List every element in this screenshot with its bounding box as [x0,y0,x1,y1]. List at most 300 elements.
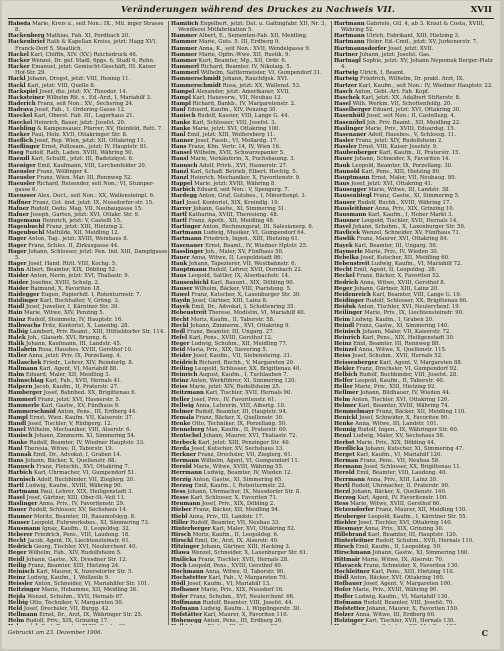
entry-details: Karl, Pens., XIII, Hietzing 80. [361,168,441,175]
entry-surname: Hausmann [334,211,367,218]
entry-details: Karl, Kaufm., VI, Mariahilf 120. [356,451,443,458]
entry-surname: Hemala [171,415,195,421]
entry-surname: Harbich [8,470,33,477]
entry-surname: Harnisch [8,476,36,483]
entry-surname: Hartl [171,211,187,218]
entry-details: Mathias, Fah. XI, Ferdbach 20. [46,33,130,40]
entry-surname: Handl [8,421,27,428]
entry-details: Albert, Beamter, XIX, Döbling 52. [26,267,117,274]
entry-surname: Henneberg [171,427,205,434]
entry-details: Franz, Drechsler, VI, Gumpendorf 92. [356,365,459,372]
entry-details: Karl, Agent, V, Margareten 88. [379,359,463,366]
entry-details: Johann, Kaufmann, III, Landstr. 45. [25,341,122,348]
entry-details: Ludwig, Maler, XV, Sechshaus 58. [353,433,445,440]
entry-surname: Hartwig [334,70,359,77]
entry-details: Emil, Dr., Advokat, I, Graben 14. [33,451,122,458]
entry-details: Karl, Pens., XIX, Heiligenstadt 30. [362,334,455,341]
entry-surname: Hiller [171,519,189,526]
entry-surname: Hartl [171,218,187,224]
entry-surname: Hebenstreit [334,261,370,268]
entry-details: Franz, Gastw., XI, Simmering 5. [373,193,460,200]
entry-surname: Hausenbiegl [334,193,372,200]
entry-details: Leopold, Schlosser, XX, Brigittenau 40. [194,365,302,372]
entry-surname: Hellmann [8,612,38,618]
entry-details: Ernst, VIII, Kaiser Josefstr. 9. [358,144,438,151]
entry-details: Moritz, Beamter, III, Rasumofskyg. 8. [33,513,136,520]
entry-details: Rudolf, Buchbinder, VIII, Josefst. 28. [359,371,459,378]
entry-details: August, Kaufm., I, Tuchlauben 7. [199,371,289,378]
entry-surname: Hampl [171,94,191,101]
column-2 [171,21,331,625]
entry-surname: Heitzmann [171,390,204,397]
entry-details: Anton, Graf, Gutsbes., I, Minoritenpl. 3. [198,193,307,200]
entry-surname: Hasenauer [171,242,204,249]
entry-surname: Halek [8,334,26,341]
entry-surname: Henickl [334,415,358,421]
entry-details: Ulrich, I, Beamt. [359,70,405,77]
entry-details: Anton, Pens., III, Erdberg 44. [57,408,137,415]
entry-details: Wilhelm, Agent, VI, Gumpendorf 11. [200,458,300,465]
entry-details: Anna, K., seit Non.: XVII, Wendelgasse 9. [198,45,311,52]
entry-surname: Harrer [171,205,192,212]
entry-surname: Hager [8,242,27,249]
entry-surname: Haebling [8,125,36,132]
entry-surname: Hofer [334,587,352,594]
entry-surname: Herzl [334,488,351,495]
directory-entry [8,624,168,625]
entry-details: Marie, Priv., XIII, Hietzing 92. [354,384,437,391]
entry-details: Gabriele, Gtl. 4, ab 3. Kraut & Costa, XVIII, Währing 52. [341,21,485,34]
entry-details: Emil, Dr., Arzt, IX, Alserstr. 40. [194,538,279,545]
entry-surname: Hardegg [171,193,197,200]
entry-details: Sophie, jetzt: XV, Johann Nepomuk Berger-Platz 4. [341,57,493,71]
page-title: Veränderungen während des Druckes zu Nachweis VII. [120,5,396,15]
entry-details: Katharina, XVIII, Theresieng. 48. [188,211,279,218]
entry-details: Rudolf, Beamter, VII, Neubau 33. [190,519,281,526]
entry-surname: Hofstätter [171,612,203,618]
entry-surname: Hammerl [171,70,200,77]
entry-details: Wenzel, Schneider, X, Laxenburger Str. 61. [191,550,308,557]
entry-details: Ludwig, Kaufm., VI, Mariahilf 72. [371,261,463,268]
entry-details: Johann, Gastw., XI, Simmering 31. [193,205,287,212]
entry-details: Franz, Bäcker, XII, Meidling 94. [193,507,280,514]
entry-surname: Hampl [171,101,191,108]
entry-details: Franz, Gst. ünd. jetzt: IX, Nussdorfer-str. 15. [32,199,154,206]
entry-details: Johann, Maurer, X, Favoriten 150. [366,605,459,612]
directory-entry [171,624,331,625]
entry-details: Ernst, Dr., Arzt, IX, Währinger Str. 25. [39,612,143,618]
entry-details: Joseph, Garten, jetzt: XVI, Ottakr. Str. 9. [30,211,140,218]
entry-surname [171,624,184,625]
entry-details: Anton, Gastw., XI, Simmering 65. [192,476,283,483]
entry-details: Karl, Schulff., jetzt: III, Radetzkyst. 6. [31,156,134,163]
entry-details: Karl, Oberst. Fab. III., Lagerhaus 21. [34,113,135,120]
entry-surname: Hartnagl [334,57,361,64]
entry-surname: Hanner [171,137,194,144]
entry-details: Karl, Gastw., XV, Fünfhaus 9. [41,402,120,409]
entry-details: Franz, Kutscher, X, Laxenburger Str. 30. [191,291,301,298]
entry-details: Ludwig, Kaufm., I, Wipplingerstr. 30. [200,605,301,612]
entry-surname: Hennig [334,427,356,434]
entry-surname: Heinz [334,341,352,348]
entry-surname: Hammer [171,51,198,58]
entry-details: Karl, Chiffin, XIV. (XV.) Reichsdruck 46. [30,51,138,58]
entry-details: Rudolf, Rath, Laden. XVIII, Währing 50. [25,150,134,157]
entry-details: Georg, Tischler, XVI, Neulerchenf. 40. [33,544,138,551]
entry-surname: Hammer [171,57,198,64]
entry-surname: Hochmann [171,568,204,575]
entry-surname: Helm [334,396,351,403]
entry-details: Jacob, Kaufm., II, Praterstr. 27. [34,384,119,391]
entry-surname: Hofmann [171,605,199,612]
entry-details: Wilhelm, Mechaniker, VIII, Alserstr. 6. [27,427,132,434]
entry-surname: Hecht [8,538,27,545]
entry-details: Johann, Uhrmacher, IX, Nussdorfer Str. 8. [187,488,301,495]
entry-surname: Herbeck [171,439,197,446]
entry-details: Franz, Drechsler, VII, Zieglerg. 61. [197,451,293,458]
page-footer [8,628,494,642]
entry-surname: Hausegger [334,187,367,194]
entry-surname: Haeg [8,150,24,157]
entry-surname: Hauser [171,285,193,292]
entry-details: Emil, Dr., Advokat, I, Schottenring 35. [191,304,296,311]
entry-details: Josef, Kutscher, XII, Meidling 60. [360,254,450,261]
entry-surname: Hieber [171,507,192,514]
directory-entry [8,21,168,33]
entry-surname: Hagenbuchl [8,230,45,237]
entry-details: Ernst, Pollosam., jetzt: IV, Hauptstr. 81. [41,144,149,151]
entry-details: Anna, Witwe, II, Taborstr. 90. [205,568,285,575]
entry-surname: Hitzinger [171,544,200,551]
entry-surname: Haus [171,273,187,280]
entry-details: Leopold, Sattler, IX, Alserbachstr. 14. [188,273,290,280]
entry-surname: Hauer [8,507,27,514]
entry-surname: Haidinger [8,298,39,305]
entry-surname: Hirsch [171,531,192,538]
entry-details: Ernst, Wien. Kaufm. VII, Kaiserstr. 37. [29,415,134,421]
entry-details: Emanuel, jetzt: Gemischt-Geschäft, III. Kaiser Hof-Str. 29. [15,64,156,77]
entry-details: Raimund, X, Favoriten 18. [30,285,102,292]
entry-details: Johann, Gastw., XI, Simmering 160. [372,550,469,557]
entry-surname: Hasenöhrl [334,119,366,126]
entry-details: Karl, Agent, IV, Favoritenstr. 100. [357,495,448,502]
entry-surname: Hager [8,236,27,243]
entry-surname: Hecht [171,316,190,323]
entry-surname: Haeniger [8,162,36,169]
entry-details: Leopold, Beamter, IX, Porzellang. 30. [351,162,453,169]
entry-surname: Hofbauer [171,587,200,594]
entry-details: Karl, Schlosser, VIII, Josefst. 3. [192,119,277,126]
entry-surname: Hayek [334,242,353,249]
entry-surname: Hoch [171,562,187,569]
entry-surname: Herman [334,458,359,465]
entry-details: Marie, Witwe, XVIII, Gersthof 60. [350,501,442,508]
entry-surname: Heidrich [171,359,198,366]
entry-surname: Hetzendorfer [334,507,374,514]
entry-surname: Hillebrand [334,531,367,538]
entry-details: Josef, Fassb., VI, Mollardg. 17. [195,137,279,144]
entry-details: Eduard, seit Non.: V, Spengerg. 7. [196,187,290,194]
entry-details: Karl, Schaff. Betrieb, Elbert. Hechtg. 5. [190,168,298,175]
entry-surname: Helbig [8,599,28,606]
entry-surname: Hasel [334,101,351,108]
entry-surname: Hanf [171,107,186,114]
entry-details: Josef, Tischler, V, Rüdigerg. 12. [27,421,113,428]
entry-details: Marie, Priv., IX, Liechtensteinstr. 90. [364,310,464,317]
entry-details: Karl, Schlosser, X, Favoriten 71. [190,495,278,502]
entry-surname [8,624,40,625]
entry-details: Karl, jetzt: VIII, Quelle 8. [27,82,96,89]
entry-details: Eduard, Maler, XII, Meidling 3. [25,371,111,378]
entry-details: Josef, Fab., 1. Ordering Gasse 12. [34,107,126,114]
entry-surname: Helfer [334,378,353,385]
entry-surname: Herzog [334,495,356,502]
entry-details: Anna, Witwe, II, Leopoldstadt 86. [191,254,283,261]
entry-surname: Holzer [334,612,354,618]
entry-surname: Heumann [171,501,201,508]
entry-details: Karl, Pens., XIII, Hietzing 110. [371,568,455,575]
entry-surname: Hagenbuchl [8,224,45,231]
entry-details: Heinrich, Mechaniker, X, Favoritenstr. 9. [190,174,301,181]
entry-details: Wilhelm, Fab., XIV, Rudolfsheim 5. [28,550,122,557]
entry-details: Anna, Priv., III, Landstr. 17. [188,513,264,520]
entry-surname: Halpern [8,384,33,391]
entry-details: Wenzel, Schuhm., XVII, Hernals 67. [27,593,125,600]
entry-surname: Hejda [8,593,26,600]
entry-surname: Hauser [334,199,356,206]
entry-details: Paul, Holz. XVII, Ottakringer Str. 8. [31,131,128,138]
entry-surname: Helm [8,618,25,625]
entry-details: Anton, Rechnungsrat, III, Salesianerg. 6. [202,224,314,231]
entry-details: Anna, Priv., XIX, Grinzing 30. [364,525,444,532]
entry-surname: Herdlicka [334,445,364,452]
entry-details: Josef, Gärtner, XIII, Ober-St.-Veit 11. [26,495,126,502]
entry-details: Karl, Fab., V, Margareten 70. [208,575,288,582]
entry-details: Franz, Apoth., XII, Meidling 48. [188,218,275,224]
entry-details: Johann, Bäcker, X, Quellenstr. 140. [352,488,447,495]
entry-surname: Haffner [8,199,31,206]
entry-surname: Halbig [8,328,29,335]
entry-details: Emil, Beamter, VIII, Laudong. 40. [356,470,448,477]
entry-details: Franz, Pens., VII, Neubau 58. [359,458,440,465]
entry-surname: Hayek [171,304,190,311]
entry-surname: Held [8,605,23,612]
entry-details: Ernst, Maler, VII, Neubaug. 80. [371,174,457,181]
entry-surname: Hallmann [8,365,38,372]
entry-details: Marie, Opfm.-Wwe. XII, Rustik. 9. [198,51,291,58]
entry-surname: Hoffmann [171,599,201,606]
entry-surname: Heindl [334,322,355,329]
entry-details: Franz, seit Non.: XV., Sechsring 24. [37,101,134,108]
entry-details: Adolf, Buchbinder, VII, Zieglerg. 20. [37,476,136,483]
entry-surname: Hlawa [171,550,190,557]
entry-details: Moriz, Kaufm., II, Taborstr. 58. [190,316,275,323]
entry-details: Franz, Fleischh., XVI, Ottakring 7. [36,464,130,471]
entry-details: Emil, Beamter, III, Rennweg 88. [353,341,441,348]
entry-details: Joh., Glasarb. XVI, Brunng. 6. [27,334,108,341]
entry-details: Rath & Kapellan Kreiss, jetzt: Hagg XVI, Franck-Dorf 5, Staatlich. [15,39,157,52]
entry-surname: Heilinger [334,310,363,317]
directory-entry [334,21,494,33]
entry-surname: Halik [8,341,25,348]
entry-surname: Herbst [334,439,355,446]
entry-surname: Hanke [171,125,191,132]
entry-surname: Heiss [171,384,188,391]
entry-details: Johann, Kutscher, XI, Simmering 47. [365,445,464,452]
entry-details: Rudolf, Schlosser, XV, Sechshaus 14. [28,507,128,514]
entry-surname: Hammerschmid [8,408,56,415]
entry-surname: Hager [8,261,27,268]
entry-details: Josef, Drechsler, VII, Burgg. 42. [23,605,110,612]
entry-surname: Heller [171,396,190,403]
entry-surname: Hartmann [8,488,39,495]
entry-surname: Hauser [8,519,30,526]
entry-details: Karl, jetzt: XX, Adalbert Stifterstr. 8. [361,94,461,101]
entry-surname: Halbwachs [8,322,41,329]
entry-details: Anton, Gebi.-Art. Fab. Kopf. [354,88,430,95]
entry-surname: Henke [171,421,191,428]
entry-surname: Heger [334,285,353,292]
entry-details: Anton, Schneider, VI, Mariahilfer Str. 101. [34,581,150,588]
entry-details: Johann, Maler, VII, Kaiserstr. 72. [362,328,451,335]
entry-details: Rudolf, Kassier, VIII, Lange G. 44. [197,113,290,120]
entry-surname: Hinterleitner [334,538,374,545]
entry-surname: Hawel [171,291,190,298]
entry-surname: Herget [334,451,355,458]
entry-details: Richard, Beamter. IV, Nikolaig. 5. [200,64,292,71]
entry-details: Franz, jetzt: XIII, Hietzing 2. [46,224,124,231]
entry-details: Moriz, Kaufm., II, Leopoldsg. 6. [192,531,279,538]
entry-details: Anna, Priv., IV, Favoritenstr. 29. [39,501,125,508]
entry-details: Marie, Witwe, XVIII, Währing 55. [193,464,284,471]
entry-details: Rudolf, Schuhm., XVII, Hernals 110. [375,538,474,545]
entry-surname: Halmschlag [8,378,44,385]
column-3 [334,21,494,625]
entry-surname: Hertl [334,482,350,489]
entry-details: Richard, Reisender, seit Non.: VI, Stumper-gasse 6. [15,181,155,194]
entry-surname: Heider [171,353,192,360]
entry-surname: Hanel [8,427,26,434]
entry-surname: Hanusch [8,464,35,471]
entry-surname: Hekler [334,365,355,372]
entry-surname: Hackl [8,82,26,89]
entry-details [41,624,127,625]
entry-details: Anton, Tag.. jetzt: XVIII, Weinhaus 8. [28,236,129,243]
entry-details: Anton, Tischler, XVI, Neulerchenf. 19. [357,304,461,311]
entry-surname: Hafner [8,211,29,218]
entry-details: Rudolf, Beamter, VIII, Josefst. 44. [202,599,294,606]
entry-details: Franz, Maurer, XVI, Ottakring 84. [356,236,449,243]
entry-details: Josef, Kutscher, XV, Sechshaus 33. [191,445,284,452]
page-number: XVII [470,5,492,15]
entry-details: Johann, Schlosser, jetzt: Pen. Ind. XIII, Dampfgasse 5. [15,248,168,261]
entry-surname: Hausmann [8,525,41,532]
entry-details: Rudolf, Beamter, VIII, Josefst. 70. [363,599,455,606]
entry-surname: Hartinger [171,224,201,231]
entry-surname: Herrmann [334,476,365,483]
entry-surname: Hess [334,501,349,508]
column-divider [168,21,169,625]
entry-details: Wilhelm, XVII, Schwarzspanier 5. [193,150,285,157]
entry-details: Anna, jetzt: Priv. IX, Porzellang. 4. [28,353,122,360]
entry-surname: Hartzer [334,82,358,89]
directory-entry [334,624,494,625]
entry-details: Karl, Uhrmacher, VI, Gumpendorf 51. [33,470,137,477]
entry-details: Anna, Witwe, III, Landstr. 101. [355,421,439,428]
entry-details: Franz, Schneider, X, Favoriten 130. [363,562,460,569]
entry-surname: Hanke [171,119,191,126]
entry-details: Friedr., Lehrer, XIV, Reindorfg. 8. [43,359,134,366]
entry-surname: Haslinger [334,125,364,132]
entry-surname: Hammerle [8,402,40,409]
entry-details: Jacob, Agent, IX, Liechtensteinstr. 61. [27,538,131,545]
entry-details: Karl, Pens., XVIII, Gersthof 12. [188,334,273,341]
entry-surname: Happel [171,181,193,188]
entry-surname: Haydn [171,298,191,305]
entry-details: Rudolf, Priv., XIX, Grinzing 17. [25,618,109,625]
entry-surname: Heuberger [334,513,367,520]
entry-details: Leopold, Tischler, XVII, Hernals 14. [361,218,458,224]
entry-details: Rudolf, Ingen., IX, Währinger Str. 60. [357,427,459,434]
entry-details [185,624,278,625]
entry-surname: Halm [8,371,25,378]
entry-details: Lambert, Priv. Beamt., XIII, Hütteldorfer Str. 114. [29,328,165,335]
entry-surname: Haymerle [334,248,363,255]
entry-surname: Hanl [171,131,186,138]
entry-details: Adolf, Hausbes., V, Schlossg. 11. [368,131,457,138]
entry-surname: Hacker [8,64,30,71]
entry-details: Franz, Bäcker, XII, Meidling 110. [375,408,466,415]
entry-surname: Haeker [8,131,30,138]
entry-surname: Heiling [171,365,194,372]
entry-details: Johann, Schneider, X, Favoriten 14. [354,156,451,163]
entry-surname: Hoffer [334,593,354,600]
entry-surname: Hauer [171,254,190,261]
entry-surname: Hinterberger [171,525,211,532]
entry-surname: Heiduk [334,304,356,311]
entry-surname: Hampel [171,88,195,95]
entry-details: Marie, Priv., XIX, Nussdorf 16. [200,587,284,594]
entry-surname: Heinrich [334,334,361,341]
entry-surname: Haeckel [8,119,33,126]
entry-details: Franz, Wien. Mar. III, Rennweg 52. [36,174,133,181]
entry-surname: Hnilicka [171,556,197,563]
entry-surname: Haselberger [334,107,371,114]
entry-details: Josef, Kaufm., VII, Siebensterng. 31. [193,353,292,360]
entry-surname: Hochleitner [334,568,370,575]
entry-surname: Hartmannsdorfer [334,45,387,52]
entry-surname: Herold [334,470,355,477]
entry-details: Marie, jetzt: XVIII, Währing 8. [194,181,277,188]
entry-surname: Hanzl [171,168,189,175]
entry-surname: Haus [334,181,350,188]
entry-surname: Hartmann [171,236,202,243]
page-header [2,5,500,17]
entry-surname [334,624,361,625]
entry-details: Marie, Verkäuferin, X, Puchsbaumg. 3. [190,156,296,163]
entry-details: Josef, Priv., IV, Favoritenstr. 61. [191,396,277,403]
entry-details: Johann, Maurer, XVI, Thaliastr. 72. [203,433,298,440]
entry-surname: Hellmer [334,390,359,397]
entry-surname: Haider [8,279,29,286]
entry-details: Johann, Bäcker, X, Quellenstr. 88. [25,458,117,465]
entry-details: Johann, Gärtner, XIII, Hacking 3. [201,544,291,551]
entry-details: Karl, Fab., XVII, Hernals 41. [45,378,123,385]
entry-details: Josefine, XVIII, Schulg. 2. [30,279,100,286]
entry-details: Johann, Gärtner, XIII, Lainz 20. [354,285,439,292]
entry-surname: Hochstetter [171,575,207,582]
entry-surname: Heissler [8,581,33,588]
